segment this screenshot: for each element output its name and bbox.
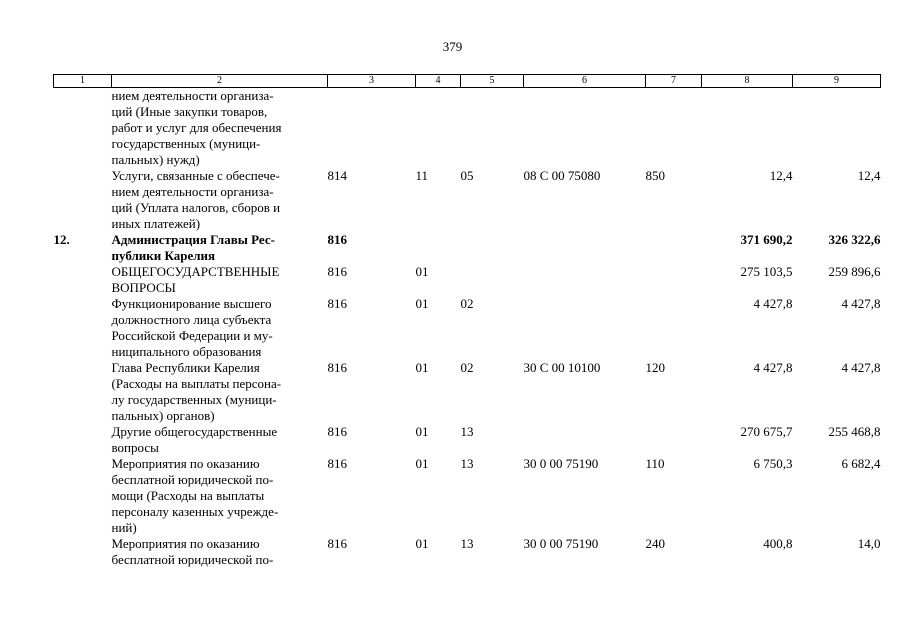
section-code-line: 01: [415, 536, 429, 551]
ministry-code-line: 816: [327, 232, 347, 247]
section-code-line: 01: [415, 360, 429, 375]
amount-year-2: [793, 232, 881, 264]
row-number: [54, 456, 112, 536]
item-name-line: Российской Федерации и му-: [111, 328, 273, 343]
item-name: [112, 264, 328, 296]
item-name-line: публики Карелия: [111, 248, 216, 263]
target-article-code-line: 30 С 00 10100: [523, 360, 601, 375]
expense-type-code-line: 240: [645, 536, 665, 551]
section-code-line: 01: [415, 456, 429, 471]
amount-year-2: [793, 168, 881, 232]
item-name-line: Глава Республики Карелия: [111, 360, 260, 375]
expense-type-code-line: 850: [645, 168, 665, 183]
amount-year-2-line: 259 896,6: [828, 264, 881, 279]
header-cell: 2: [112, 75, 328, 88]
item-name-line: вопросы: [111, 440, 159, 455]
item-name-line: ОБЩЕГОСУДАРСТВЕННЫЕ: [111, 264, 280, 279]
target-article-code: [524, 456, 646, 536]
amount-year-1: [702, 296, 793, 360]
target-article-code: [524, 264, 646, 296]
item-name-line: ний): [111, 520, 137, 535]
row-number: [54, 232, 112, 264]
target-article-code: [524, 168, 646, 232]
item-name-line: пальных) органов): [111, 408, 215, 423]
expense-type-code: [646, 456, 702, 536]
target-article-code: [524, 360, 646, 424]
subsection-code: [461, 232, 524, 264]
expense-type-code: [646, 264, 702, 296]
item-name-line: лу государственных (муници-: [111, 392, 277, 407]
table-row: [54, 232, 881, 264]
amount-year-2-line: 326 322,6: [828, 232, 881, 247]
header-cell: 7: [646, 75, 702, 88]
ministry-code-line: 814: [327, 168, 347, 183]
table-row: [54, 360, 881, 424]
row-number: [54, 424, 112, 456]
section-code: [416, 360, 461, 424]
ministry-code: [328, 168, 416, 232]
subsection-code-line: 02: [460, 296, 474, 311]
item-name-line: Мероприятия по оказанию: [111, 456, 260, 471]
row-number: [54, 88, 112, 169]
amount-year-1: [702, 232, 793, 264]
table-row: [54, 168, 881, 232]
header-cell: 1: [54, 75, 112, 88]
item-name: [112, 536, 328, 568]
amount-year-1-line: 12,4: [769, 168, 793, 183]
budget-table: [53, 74, 881, 568]
amount-year-1-line: 4 427,8: [753, 296, 793, 311]
header-row: [54, 75, 881, 88]
subsection-code-line: 02: [460, 360, 474, 375]
row-number: [54, 536, 112, 568]
ministry-code-line: 816: [327, 456, 347, 471]
row-number: [54, 168, 112, 232]
section-code: [416, 264, 461, 296]
amount-year-2: [793, 296, 881, 360]
ministry-code-line: 816: [327, 424, 347, 439]
item-name-line: должностного лица субъекта: [111, 312, 272, 327]
expense-type-code-line: 110: [645, 456, 665, 471]
amount-year-2: [793, 536, 881, 568]
amount-year-1-line: 400,8: [763, 536, 793, 551]
ministry-code-line: 816: [327, 360, 347, 375]
section-code: [416, 536, 461, 568]
item-name-line: ВОПРОСЫ: [111, 280, 176, 295]
subsection-code-line: 05: [460, 168, 474, 183]
ministry-code: [328, 232, 416, 264]
item-name: [112, 456, 328, 536]
item-name: [112, 232, 328, 264]
subsection-code: [461, 456, 524, 536]
subsection-code: [461, 424, 524, 456]
amount-year-2-line: 12,4: [857, 168, 881, 183]
item-name-line: Мероприятия по оказанию: [111, 536, 260, 551]
item-name-line: персоналу казенных учрежде-: [111, 504, 279, 519]
ministry-code: [328, 88, 416, 169]
ministry-code: [328, 424, 416, 456]
section-code: [416, 296, 461, 360]
ministry-code: [328, 360, 416, 424]
table-row: [54, 424, 881, 456]
amount-year-1-line: 270 675,7: [740, 424, 793, 439]
section-code-line: 01: [415, 264, 429, 279]
section-code: [416, 232, 461, 264]
amount-year-2-line: 6 682,4: [841, 456, 881, 471]
target-article-code: [524, 88, 646, 169]
row-number: [54, 360, 112, 424]
subsection-code: [461, 168, 524, 232]
table-row: [54, 264, 881, 296]
section-code-line: 01: [415, 296, 429, 311]
ministry-code: [328, 456, 416, 536]
page-number: 379: [442, 39, 463, 54]
item-name-line: Администрация Главы Рес-: [111, 232, 275, 247]
subsection-code-line: 13: [460, 456, 474, 471]
item-name: [112, 88, 328, 169]
amount-year-1: [702, 456, 793, 536]
item-name: [112, 296, 328, 360]
amount-year-2-line: 4 427,8: [841, 360, 881, 375]
amount-year-1: [702, 88, 793, 169]
amount-year-1: [702, 168, 793, 232]
item-name-line: бесплатной юридической по-: [111, 472, 274, 487]
ministry-code: [328, 536, 416, 568]
amount-year-2: [793, 424, 881, 456]
item-name-line: Другие общегосударственные: [111, 424, 278, 439]
amount-year-2-line: 255 468,8: [828, 424, 881, 439]
row-number: [54, 296, 112, 360]
subsection-code: [461, 536, 524, 568]
item-name-line: Услуги, связанные с обеспече-: [111, 168, 280, 183]
item-name-line: ниципального образования: [111, 344, 262, 359]
item-name-line: пальных) нужд): [111, 152, 200, 167]
table-row: [54, 456, 881, 536]
subsection-code-line: 13: [460, 424, 474, 439]
subsection-code: [461, 296, 524, 360]
item-name: [112, 424, 328, 456]
target-article-code: [524, 424, 646, 456]
expense-type-code: [646, 168, 702, 232]
item-name-line: работ и услуг для обеспечения: [111, 120, 282, 135]
expense-type-code: [646, 360, 702, 424]
item-name-line: государственных (муници-: [111, 136, 261, 151]
header-cell: 3: [328, 75, 416, 88]
row-number-line: 12.: [53, 232, 70, 247]
item-name-line: ций (Уплата налогов, сборов и: [111, 200, 281, 215]
ministry-code-line: 816: [327, 296, 347, 311]
target-article-code: [524, 536, 646, 568]
target-article-code: [524, 232, 646, 264]
subsection-code: [461, 264, 524, 296]
header-cell: 5: [461, 75, 524, 88]
ministry-code: [328, 264, 416, 296]
item-name-line: ций (Иные закупки товаров,: [111, 104, 268, 119]
expense-type-code: [646, 424, 702, 456]
amount-year-1: [702, 264, 793, 296]
amount-year-1: [702, 424, 793, 456]
expense-type-code-line: 120: [645, 360, 665, 375]
item-name-line: (Расходы на выплаты персона-: [111, 376, 282, 391]
section-code: [416, 168, 461, 232]
amount-year-1-line: 275 103,5: [740, 264, 793, 279]
amount-year-1: [702, 360, 793, 424]
section-code-line: 11: [415, 168, 429, 183]
amount-year-1-line: 371 690,2: [740, 232, 793, 247]
amount-year-2: [793, 456, 881, 536]
item-name-line: Функционирование высшего: [111, 296, 272, 311]
item-name: [112, 360, 328, 424]
expense-type-code: [646, 232, 702, 264]
section-code: [416, 424, 461, 456]
ministry-code-line: 816: [327, 264, 347, 279]
header-cell: 4: [416, 75, 461, 88]
ministry-code-line: 816: [327, 536, 347, 551]
target-article-code-line: 30 0 00 75190: [523, 536, 599, 551]
row-number: [54, 264, 112, 296]
header-cell: 8: [702, 75, 793, 88]
table-row: [54, 88, 881, 169]
table-body: [54, 88, 881, 569]
amount-year-2-line: 14,0: [857, 536, 881, 551]
target-article-code: [524, 296, 646, 360]
expense-type-code: [646, 296, 702, 360]
header-cell: 9: [793, 75, 881, 88]
header-cell: 6: [524, 75, 646, 88]
item-name: [112, 168, 328, 232]
target-article-code-line: 30 0 00 75190: [523, 456, 599, 471]
item-name-line: мощи (Расходы на выплаты: [111, 488, 265, 503]
item-name-line: иных платежей): [111, 216, 201, 231]
subsection-code-line: 13: [460, 536, 474, 551]
expense-type-code: [646, 88, 702, 169]
amount-year-2-line: 4 427,8: [841, 296, 881, 311]
amount-year-1: [702, 536, 793, 568]
amount-year-1-line: 4 427,8: [753, 360, 793, 375]
item-name-line: бесплатной юридической по-: [111, 552, 274, 567]
amount-year-2: [793, 264, 881, 296]
subsection-code: [461, 360, 524, 424]
target-article-code-line: 08 С 00 75080: [523, 168, 601, 183]
ministry-code: [328, 296, 416, 360]
amount-year-2: [793, 360, 881, 424]
expense-type-code: [646, 536, 702, 568]
item-name-line: нием деятельности организа-: [111, 88, 274, 103]
amount-year-1-line: 6 750,3: [753, 456, 793, 471]
section-code: [416, 88, 461, 169]
table-row: [54, 296, 881, 360]
section-code: [416, 456, 461, 536]
amount-year-2: [793, 88, 881, 169]
item-name-line: нием деятельности организа-: [111, 184, 274, 199]
table-row: [54, 536, 881, 568]
section-code-line: 01: [415, 424, 429, 439]
subsection-code: [461, 88, 524, 169]
